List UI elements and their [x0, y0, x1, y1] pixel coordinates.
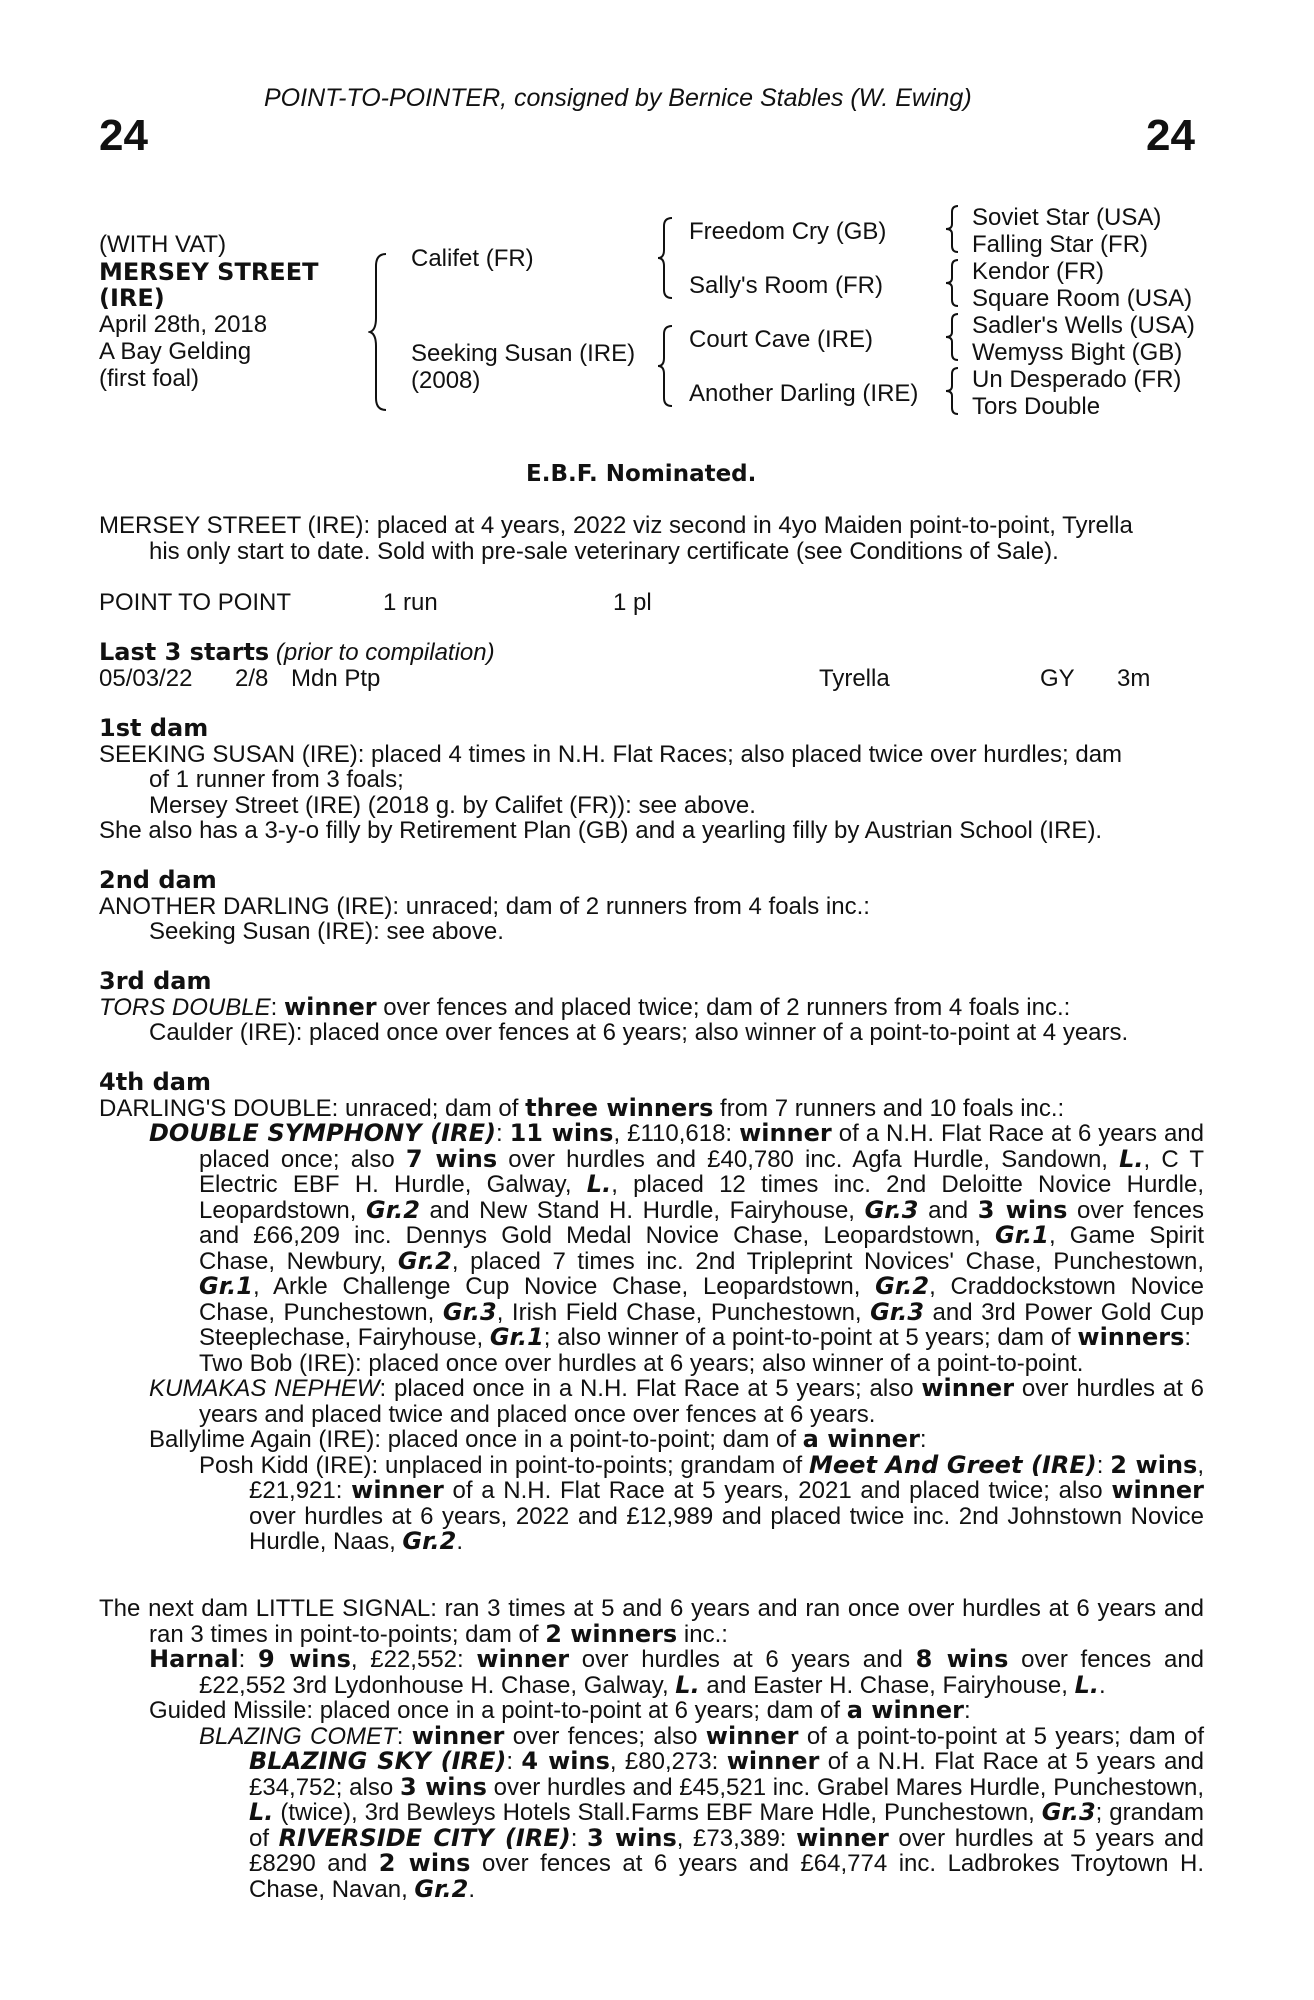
pedigree-g3-8: Tors Double — [972, 393, 1101, 420]
bold-run: 4 wins — [521, 1747, 610, 1775]
bold-italic-run: L. — [675, 1670, 700, 1699]
bold-italic-run: L. — [249, 1798, 274, 1826]
bold-italic-run: L. — [586, 1170, 612, 1198]
pedigree-g3-7: Un Desperado (FR) — [972, 366, 1182, 393]
dam2-line-1: ANOTHER DARLING (IRE): unraced; dam of 2 runners from 4 foals inc.: — [99, 892, 870, 920]
bold-italic-run: Gr.3 — [870, 1297, 925, 1326]
double-symphony-entry — [99, 1121, 1204, 1351]
lot-number-right: 24 — [1146, 111, 1195, 160]
pedigree-g3-4: Square Room (USA) — [972, 285, 1193, 312]
bold-run: winner — [705, 1721, 799, 1750]
text-run: , £110,618: — [613, 1120, 740, 1147]
pedigree-g3-3: Kendor (FR) — [972, 258, 1105, 285]
pedigree-sire: Califet (FR) — [411, 245, 534, 272]
last3-pos: 2/8 — [235, 665, 269, 692]
text-run: , £21,921: — [249, 1451, 1204, 1504]
text-run: over hurdles at 6 years and placed twice and placed once over fences at 6 years. — [199, 1375, 1205, 1428]
text-run: of a N.H. Flat Race at 5 years and £34,752; also — [249, 1748, 1204, 1801]
text-run: over hurdles at 6 years, 2022 and £12,989 and placed twice inc. 2nd Johnstown Novice Hurdle, Naas, — [249, 1502, 1204, 1555]
record-label: POINT TO POINT — [99, 589, 292, 616]
bold-run: 3 wins — [977, 1195, 1068, 1224]
bold-run: 11 wins — [509, 1119, 614, 1147]
text-run: : — [1184, 1324, 1192, 1351]
dam4-section — [99, 1070, 1204, 1555]
summary-line-2: his only start to date. Sold with pre-sale veterinary certificate (see Conditions of Sale). — [149, 538, 1059, 565]
last3-heading-row — [99, 640, 495, 666]
text-run: over hurdles and £40,780 inc. Agfa Hurdle, Sandown, — [497, 1145, 1120, 1173]
bold-italic-run: Gr.2 — [875, 1272, 930, 1300]
text-run: over fences and £22,552 3rd Lydonhouse H. Chase, Galway, — [199, 1646, 1205, 1699]
bold-run: winner — [726, 1747, 820, 1775]
guided-missile-entry — [99, 1698, 1204, 1724]
text-run: : — [495, 1120, 510, 1147]
text-run: over hurdles at 6 years and — [569, 1646, 916, 1673]
dam3-line-1: TORS DOUBLE: winner over fences and placed twice; dam of 2 runners from 4 foals inc.: — [99, 992, 1071, 1021]
pedigree-brace-g3-4 — [944, 366, 962, 416]
pedigree-g3-5: Sadler's Wells (USA) — [972, 312, 1195, 339]
bold-italic-run: Gr.3 — [864, 1195, 919, 1224]
text-run: . — [1099, 1671, 1106, 1699]
bold-run: 3 wins — [586, 1823, 677, 1852]
bold-run: winner — [351, 1476, 444, 1504]
bold-italic-run: DOUBLE SYMPHONY (IRE) — [149, 1119, 496, 1147]
bold-run: winner — [476, 1645, 570, 1673]
pedigree-sire-dam: Sally's Room (FR) — [689, 272, 883, 299]
pedigree-dam-year: (2008) — [411, 367, 481, 394]
bold-run: 9 wins — [258, 1645, 351, 1673]
bold-run: winner — [739, 1119, 832, 1147]
next-dam-intro — [99, 1596, 1204, 1647]
text-run: and — [918, 1196, 978, 1224]
last3-subheading: (prior to compilation) — [275, 639, 495, 666]
bold-italic-run: Gr.2 — [397, 1246, 452, 1275]
bold-italic-run: L. — [1074, 1670, 1099, 1699]
pedigree-brace-g3-3 — [944, 312, 962, 362]
text-run: . — [468, 1875, 476, 1903]
dam1-line-1: SEEKING SUSAN (IRE): placed 4 times in N.H. Flat Races; also placed twice over hurdles; dam — [99, 740, 1123, 768]
text-run: over fences at 6 years and £64,774 inc. Ladbrokes Troytown H. Chase, Navan, — [249, 1850, 1205, 1903]
dam2-heading: 2nd dam — [99, 866, 217, 894]
bold-italic-run: Gr.3 — [442, 1297, 497, 1326]
dam3-heading: 3rd dam — [99, 967, 212, 995]
summary-line-1: MERSEY STREET (IRE): placed at 4 years, 2022 viz second in 4yo Maiden point-to-point, Tyrella — [99, 512, 1133, 539]
bold-run: 8 wins — [915, 1645, 1009, 1673]
bold-run: winner — [796, 1823, 889, 1852]
lot-number-left: 24 — [99, 111, 148, 160]
dam4-line-1: DARLING'S DOUBLE: unraced; dam of three winners from 7 runners and 10 foals inc.: — [99, 1093, 1065, 1122]
text-run: of a N.H. Flat Race at 5 years, 2021 and placed twice; also — [443, 1477, 1112, 1504]
pedigree-brace-g3-1 — [944, 204, 962, 254]
text-run: The next dam LITTLE SIGNAL: ran 3 times at 5 and 6 years and ran once over hurdles at 6 years and ran 3 times in point-to-points; dam of — [99, 1595, 1204, 1648]
italic-run: KUMAKAS NEPHEW — [149, 1375, 380, 1402]
text-run: , C T Electric EBF H. Hurdle, Galway, — [199, 1145, 1205, 1198]
bold-italic-run: Gr.1 — [489, 1323, 544, 1351]
dam1-line-3: Mersey Street (IRE) (2018 g. by Califet (FR)): see above. — [149, 791, 756, 819]
pedigree-brace-main — [368, 252, 390, 412]
bold-italic-run: Gr.2 — [402, 1527, 457, 1555]
bold-run: Harnal — [149, 1645, 239, 1673]
last3-course: Tyrella — [819, 665, 890, 692]
dam1-line-2: of 1 runner from 3 foals; — [149, 766, 404, 793]
bold-run: 2 winners — [545, 1619, 678, 1648]
bold-run: 7 wins — [405, 1144, 498, 1173]
kumakas-nephew-entry — [99, 1376, 1204, 1427]
dam1-section — [99, 716, 1204, 844]
text-run: over fences and £66,209 inc. Dennys Gold Medal Novice Chase, Leopardstown, — [199, 1196, 1205, 1249]
text-run: inc.: — [677, 1620, 728, 1648]
text-run: : — [570, 1824, 587, 1852]
harnal-entry — [99, 1647, 1204, 1698]
last3-date: 05/03/22 — [99, 665, 193, 692]
dam2-section — [99, 868, 1204, 945]
horse-description: A Bay Gelding — [99, 338, 252, 365]
text-run: : — [506, 1748, 522, 1775]
text-run: , placed 7 times inc. 2nd Tripleprint Novices' Chase, Punchestown, — [451, 1247, 1204, 1275]
bold-italic-run: Gr.1 — [995, 1221, 1049, 1249]
pedigree-dam: Seeking Susan (IRE) — [411, 340, 636, 367]
bold-run: 2 wins — [1110, 1450, 1198, 1479]
bold-italic-run: Gr.3 — [1041, 1798, 1096, 1826]
ballylime-again-entry — [99, 1427, 1204, 1453]
text-run: , £73,389: — [676, 1824, 797, 1852]
text-run: Posh Kidd (IRE): unplaced in point-to-points; grandam of — [199, 1451, 809, 1479]
blazing-comet-entry — [99, 1721, 1205, 1903]
last3-going: GY — [1040, 665, 1075, 692]
text-run: over fences; also — [504, 1722, 706, 1750]
posh-kidd-entry — [99, 1450, 1205, 1555]
text-run: , Game Spirit Chase, Newbury, — [199, 1222, 1205, 1275]
bold-italic-run: Meet And Greet (IRE) — [809, 1450, 1097, 1479]
text-run: of a N.H. Flat Race at 6 years and placed once; also — [199, 1120, 1205, 1173]
two-bob-entry: Two Bob (IRE): placed once over hurdles at 6 years; also winner of a point-to-point. — [199, 1349, 1084, 1377]
dam3-name: TORS DOUBLE — [99, 993, 271, 1021]
text-run: , £80,273: — [609, 1748, 727, 1775]
text-run: . — [456, 1528, 464, 1555]
bold-italic-run: BLAZING SKY (IRE) — [249, 1747, 507, 1775]
dam3-section — [99, 969, 1204, 1046]
dam2-line-2: Seeking Susan (IRE): see above. — [149, 918, 504, 945]
pedigree-sire-sire: Freedom Cry (GB) — [689, 218, 887, 245]
last3-distance: 3m — [1117, 665, 1151, 692]
bold-run: a winner — [802, 1425, 920, 1453]
text-run: and Easter H. Chase, Fairyhouse, — [699, 1671, 1075, 1699]
dam3-line-2: Caulder (IRE): placed once over fences at 6 years; also winner of a point-to-point at 4 years. — [149, 1019, 1129, 1046]
record-runs: 1 run — [383, 589, 438, 616]
pedigree-g3-1: Soviet Star (USA) — [972, 204, 1162, 231]
text-run: : — [396, 1722, 412, 1750]
text-run: of a point-to-point at 5 years; dam of — [798, 1722, 1204, 1750]
text-run: : placed once in a N.H. Flat Race at 5 years; also — [379, 1375, 922, 1402]
text-run: ; grandam of — [249, 1799, 1205, 1852]
pedigree-brace-sire — [656, 216, 676, 300]
pedigree-g3-6: Wemyss Bight (GB) — [972, 339, 1183, 366]
bold-run: 2 wins — [378, 1849, 471, 1877]
text-run: : — [963, 1697, 971, 1724]
horse-name: MERSEY STREET — [99, 258, 319, 286]
text-run: (twice), 3rd Bewleys Hotels Stall.Farms EBF Mare Hdle, Punchestown, — [273, 1799, 1042, 1826]
bold-run: 3 wins — [399, 1772, 487, 1801]
page-header-title: POINT-TO-POINTER, consigned by Bernice Stables (W. Ewing) — [264, 84, 972, 112]
text-run: : — [1096, 1451, 1111, 1479]
bold-run: winner — [921, 1374, 1015, 1402]
last3-race: Mdn Ptp — [291, 665, 381, 692]
text-run: , Arkle Challenge Cup Novice Chase, Leopardstown, — [252, 1273, 876, 1300]
pedigree-dam-sire: Court Cave (IRE) — [689, 326, 874, 353]
bold-italic-run: Gr.1 — [199, 1272, 253, 1300]
bold-run: winner — [1111, 1476, 1205, 1504]
ebf-nominated: E.B.F. Nominated. — [526, 461, 757, 487]
vat-note: (WITH VAT) — [99, 231, 227, 258]
text-run: Guided Missile: placed once in a point-to-point at 6 years; dam of — [149, 1697, 847, 1724]
last3-heading: Last 3 starts — [99, 638, 270, 666]
horse-note: (first foal) — [99, 365, 200, 392]
text-run: over hurdles and £45,521 inc. Grabel Mares Hurdle, Punchestown, — [486, 1773, 1204, 1801]
text-run: over hurdles at 5 years and £8290 and — [249, 1824, 1204, 1877]
pedigree-g3-2: Falling Star (FR) — [972, 231, 1149, 258]
dam4-heading: 4th dam — [99, 1068, 211, 1096]
text-run: , placed 12 times inc. 2nd Deloitte Novice Hurdle, Leopardstown, — [199, 1171, 1204, 1224]
bold-run: winner — [411, 1721, 505, 1750]
bold-run: winners — [1077, 1323, 1185, 1351]
italic-run: BLAZING COMET — [199, 1722, 397, 1750]
record-placed: 1 pl — [613, 589, 652, 616]
text-run: ; also winner of a point-to-point at 5 years; dam of — [543, 1324, 1078, 1351]
dam1-line-4: She also has a 3-y-o filly by Retirement Plan (GB) and a yearling filly by Austrian School (IRE). — [99, 817, 1103, 844]
bold-italic-run: Gr.2 — [414, 1874, 469, 1903]
next-dam-section — [99, 1596, 1204, 1902]
bold-italic-run: RIVERSIDE CITY (IRE) — [278, 1823, 571, 1852]
text-run: , £22,552: — [350, 1646, 477, 1673]
bold-italic-run: L. — [1119, 1144, 1144, 1173]
horse-name-country: (IRE) — [99, 284, 165, 312]
text-run: , Craddockstown Novice Chase, Punchestown, — [199, 1273, 1204, 1326]
text-run: and 3rd Power Gold Cup Steeplechase, Fairyhouse, — [199, 1298, 1205, 1351]
dam1-heading: 1st dam — [99, 714, 209, 742]
pedigree-brace-g3-2 — [944, 258, 962, 308]
bold-italic-run: Gr.2 — [366, 1195, 420, 1224]
pedigree-dam-dam: Another Darling (IRE) — [689, 380, 919, 407]
text-run: : — [919, 1426, 927, 1453]
text-run: and New Stand H. Hurdle, Fairyhouse, — [419, 1196, 865, 1224]
text-run: : — [238, 1646, 259, 1673]
text-run: , Irish Field Chase, Punchestown, — [496, 1298, 871, 1326]
text-run: Ballylime Again (IRE): placed once in a point-to-point; dam of — [149, 1426, 803, 1453]
bold-run: a winner — [846, 1696, 964, 1724]
pedigree-brace-dam — [656, 324, 676, 408]
horse-dob: April 28th, 2018 — [99, 311, 268, 338]
